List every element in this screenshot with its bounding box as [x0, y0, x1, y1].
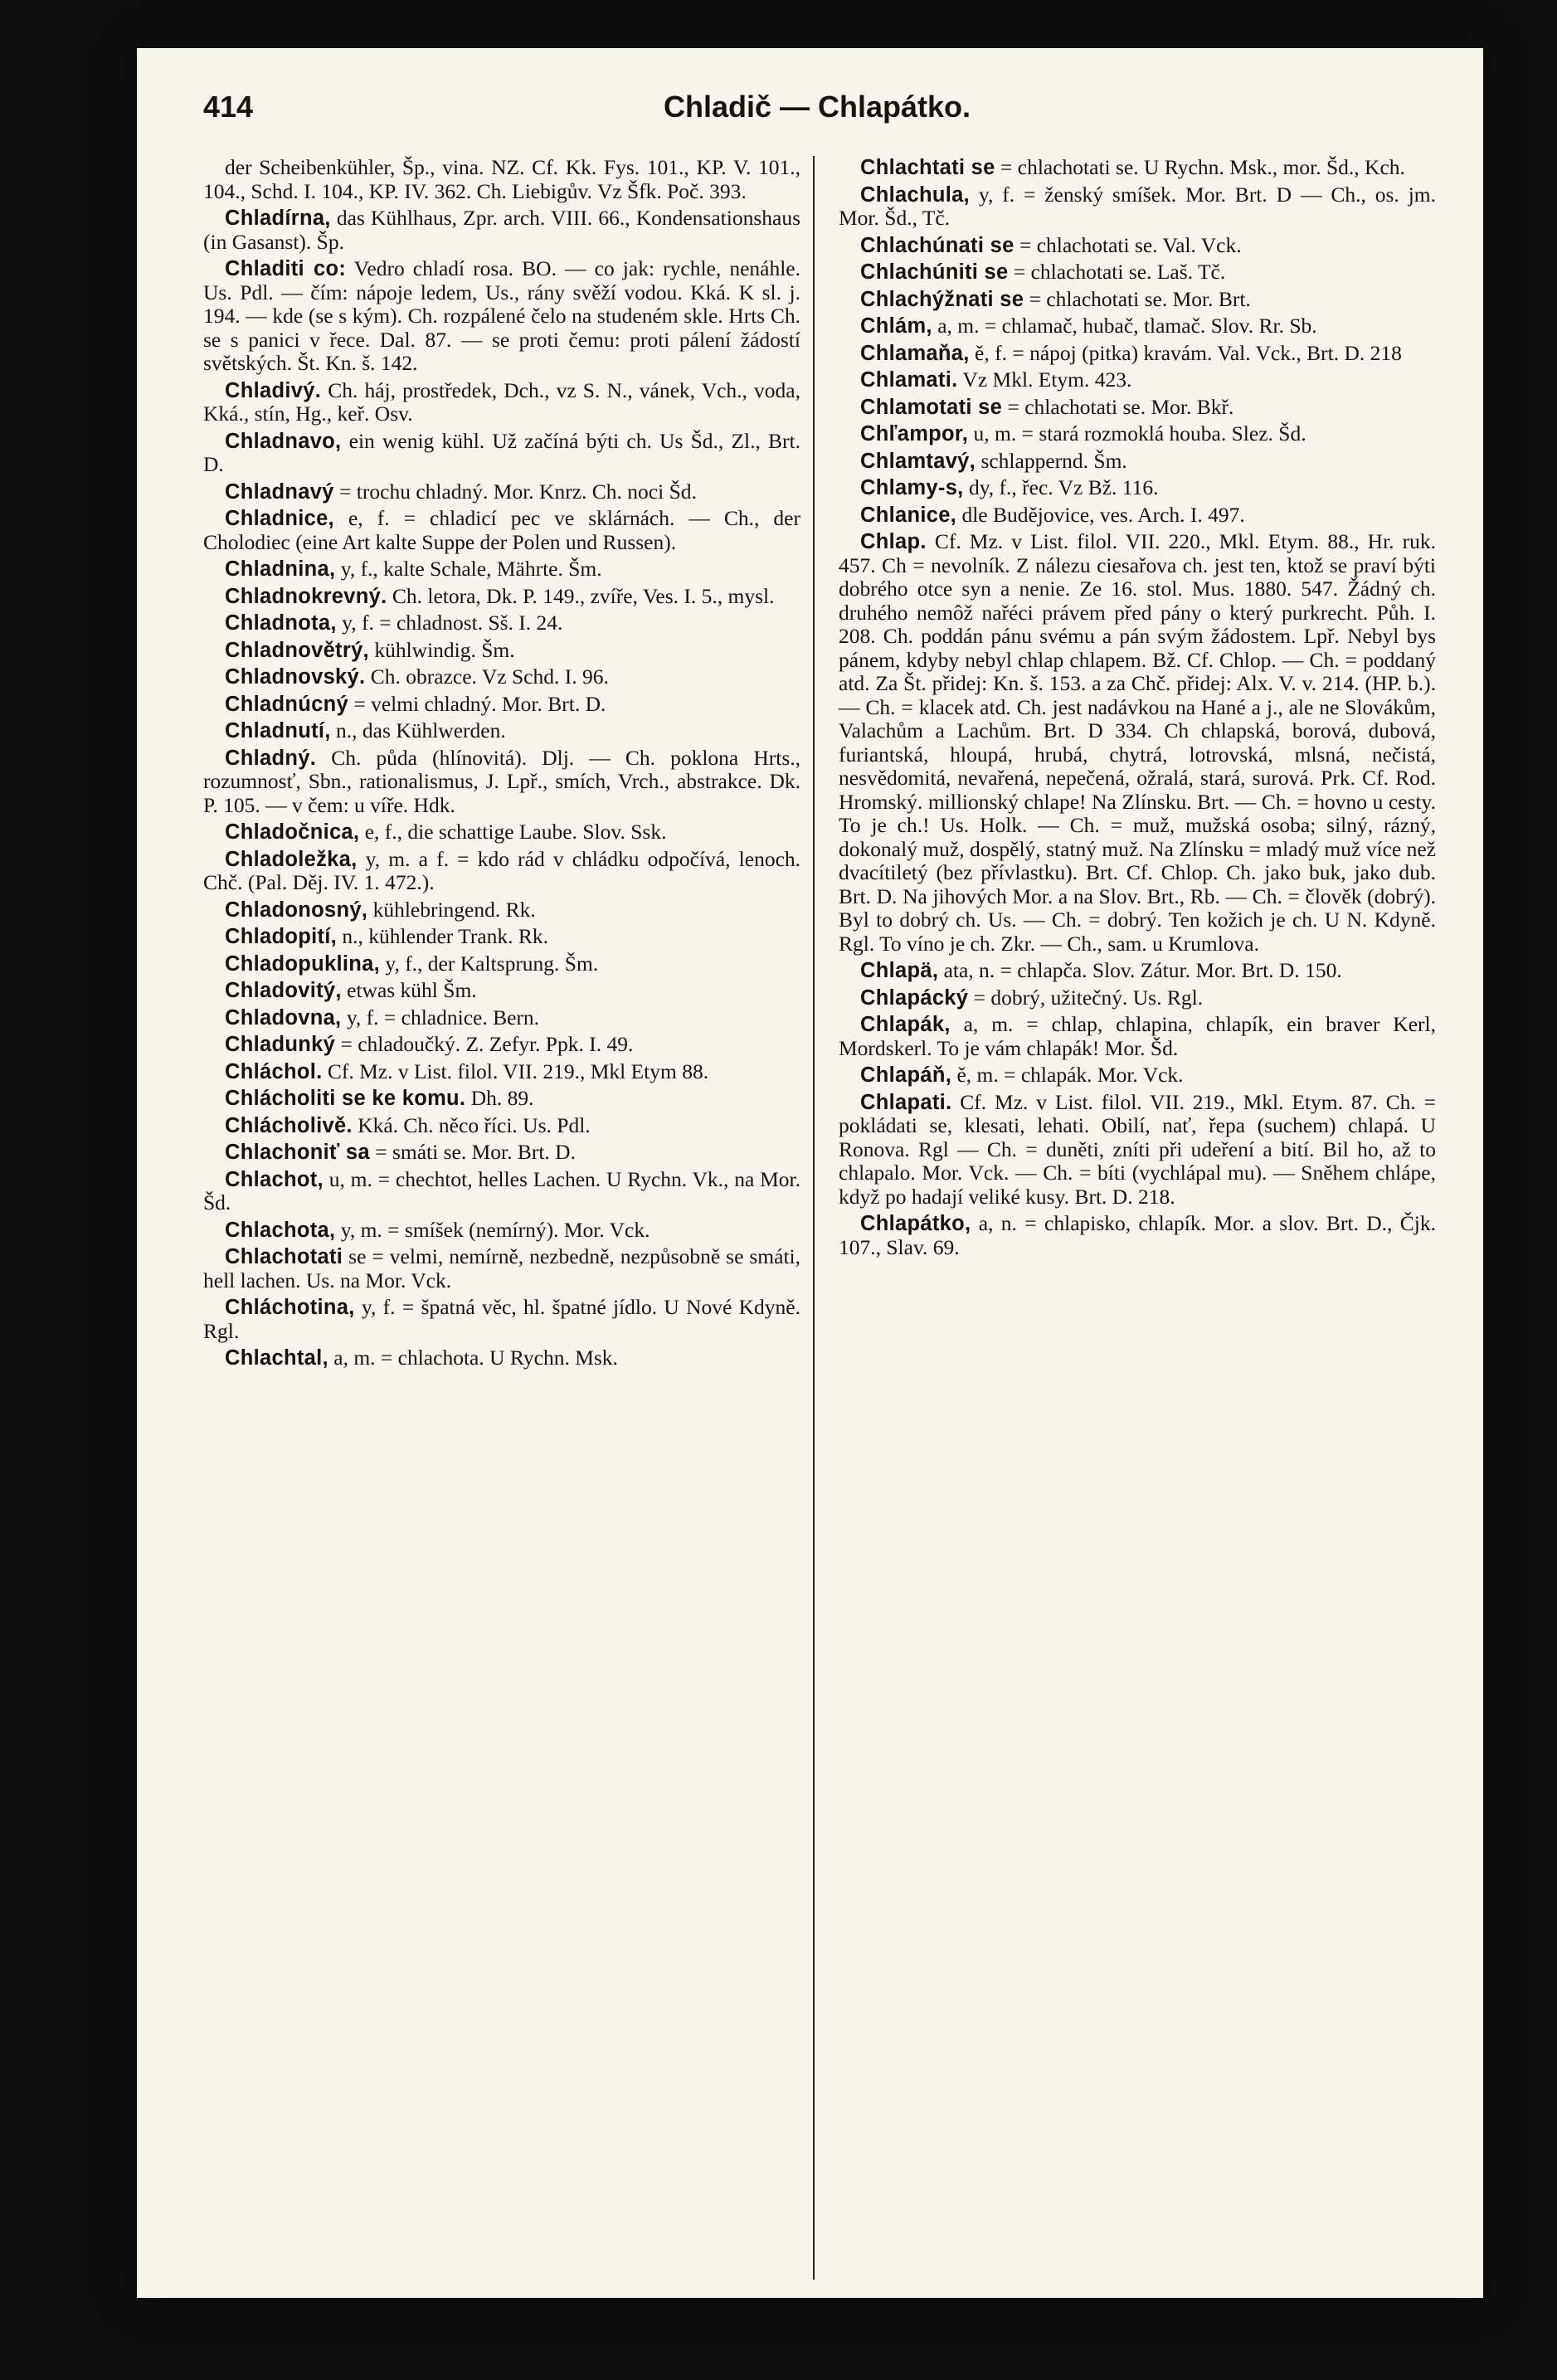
entry-text: a, m. = chlamač, hubač, tlamač. Slov. Rr. Sb. [937, 314, 1317, 338]
entry-headword: Chlachota, [225, 1218, 336, 1242]
entry-text: Cf. Mz. v List. filol. VII. 219., Mkl. Etym. 87. Ch. = pokládati se, klesati, lehati. Obilí, nať, řepa (suchem) chlapá. U Ronova. Rgl — Ch. = duněti, zníti při udeření a bití. Bil ho, až to chlapalo. Mor. Vck. — Ch. = bíti (vychlápal mu). — Sněhem chlápe, když po hadají veliké kusy. Brt. D. 218. [839, 1089, 1436, 1209]
dictionary-entry [203, 1168, 800, 1215]
left-column [203, 156, 800, 1374]
entry-headword: Chladnice, [225, 507, 334, 530]
dictionary-entry [839, 476, 1436, 500]
entry-text: = chladoučký. Z. Zefyr. Ppk. I. 49. [340, 1032, 634, 1056]
dictionary-entry [839, 396, 1436, 420]
entry-headword: Chladnúcný [225, 692, 348, 716]
entry-headword: Chlamotati se [860, 395, 1003, 419]
dictionary-entry [203, 1245, 800, 1292]
entry-text: Ch. háj, prostředek, Dch., vz S. N., vánek, Vch., voda, Kká., stín, Hg., keř. Osv. [203, 377, 800, 426]
entry-headword: Chlap. [860, 530, 927, 553]
entry-headword: Chladovitý, [225, 979, 342, 1002]
page-title: Chladič — Chlapátko. [663, 90, 971, 124]
entry-headword: Chlachúniti se [860, 260, 1009, 284]
entry-headword: Chľampor, [860, 422, 969, 445]
dictionary-entry [203, 557, 800, 582]
page-header [203, 90, 1431, 139]
dictionary-entry [203, 507, 800, 554]
entry-text: y, f. = ženský smíšek. Mor. Brt. D — Ch., os. jm. Mor. Šd., Tč. [839, 182, 1436, 230]
dictionary-entry [839, 156, 1436, 180]
dictionary-entry [203, 207, 800, 254]
entry-text: = trochu chladný. Mor. Knrz. Ch. noci Šd. [339, 479, 697, 504]
dictionary-entry [203, 665, 800, 689]
entry-text: dy, f., řec. Vz Bž. 116. [968, 475, 1159, 499]
entry-headword: Chlapáň, [860, 1063, 952, 1087]
entry-text: = chlachotati se. Laš. Tč. [1013, 260, 1226, 284]
dictionary-entry [839, 368, 1436, 392]
entry-text: das Kühlhaus, Zpr. arch. VIII. 66., Kondensationshaus (in Gasanst). Šp. [203, 206, 801, 254]
entry-text: = smáti se. Mor. Brt. D. [375, 1140, 576, 1164]
dictionary-entry [839, 504, 1436, 528]
dictionary-entry [203, 1033, 800, 1057]
entry-text: Kká. Ch. něco říci. Us. Pdl. [358, 1112, 591, 1137]
entry-text: a, m. = chlachota. U Rychn. Msk. [333, 1346, 618, 1370]
dictionary-entry [203, 719, 800, 743]
dictionary-entry [203, 379, 800, 426]
entry-headword: Chlachúnati se [860, 233, 1014, 257]
dictionary-entry [839, 530, 1436, 956]
dictionary-entry [203, 156, 800, 203]
dictionary-entry [839, 288, 1436, 312]
entry-headword: Chladonosný, [225, 898, 368, 922]
page-number: 414 [203, 90, 254, 124]
dictionary-entry [203, 1346, 800, 1370]
dictionary-entry [839, 314, 1436, 338]
dictionary-entry [839, 342, 1436, 366]
dictionary-entry [839, 959, 1436, 983]
entry-text: n., das Kühlwerden. [336, 718, 506, 742]
entry-text: e, f., die schattige Laube. Slov. Ssk. [364, 820, 667, 844]
entry-text: ě, m. = chlapák. Mor. Vck. [956, 1063, 1184, 1087]
dictionary-entry [203, 979, 800, 1003]
entry-headword: Chladiti co: [225, 257, 347, 280]
entry-headword: Chlám, [860, 314, 932, 338]
entry-headword: Chlachot, [225, 1167, 324, 1191]
dictionary-entry [203, 639, 800, 663]
entry-headword: Chlapátko, [860, 1212, 971, 1235]
dictionary-entry [839, 1091, 1436, 1209]
entry-text: etwas kühl Šm. [347, 978, 477, 1002]
entry-text: n., kühlender Trank. Rk. [342, 924, 549, 948]
entry-text: Ch. letora, Dk. P. 149., zvíře, Ves. I. 5., mysl. [392, 583, 775, 608]
dictionary-entry [203, 820, 800, 844]
entry-text: a, n. = chlapisko, chlapík. Mor. a slov. Brt. D., Čjk. 107., Slav. 69. [839, 1211, 1436, 1259]
dictionary-entry [203, 480, 800, 504]
dictionary-entry [839, 986, 1436, 1010]
dictionary-entry [839, 422, 1436, 446]
entry-text: y, m. a f. = kdo rád v chládku odpočívá, lenoch. Chč. (Pal. Děj. IV. 1. 472.). [203, 846, 801, 894]
entry-text: y, m. = smíšek (nemírný). Mor. Vck. [340, 1217, 650, 1242]
entry-text: y, f. = chladnost. Sš. I. 24. [342, 611, 563, 635]
dictionary-entry [203, 1006, 800, 1030]
entry-text: a, m. = chlap, chlapina, chlapík, ein braver Kerl, Mordskerl. To je vám chlapák! Mor. Šd. [839, 1012, 1436, 1060]
entry-headword: Chladnina, [225, 557, 336, 581]
dictionary-entry [203, 430, 800, 477]
entry-text: y, f. = špatná věc, hl. špatné jídlo. U Nové Kdyně. Rgl. [203, 1295, 800, 1343]
dictionary-entry [839, 260, 1436, 285]
entry-headword: Chladírna, [225, 207, 331, 230]
dictionary-entry [203, 1219, 800, 1243]
entry-headword: Chladoležka, [225, 847, 358, 871]
entry-headword: Chladopuklina, [225, 952, 380, 976]
dictionary-entry [203, 952, 800, 976]
entry-text: y, f., der Kaltsprung. Šm. [385, 951, 599, 976]
entry-text: y, f., kalte Schale, Mährte. Šm. [340, 557, 602, 581]
entry-text: Vz Mkl. Etym. 423. [962, 367, 1132, 392]
dictionary-entry [203, 1141, 800, 1165]
entry-text: u, m. = stará rozmoklá houba. Slez. Šd. [973, 421, 1306, 445]
dictionary-entry [203, 747, 800, 818]
entry-text: schlappernd. Šm. [980, 448, 1127, 473]
dictionary-entry [203, 1114, 800, 1138]
entry-headword: Chlamy-s, [860, 476, 964, 499]
entry-headword: Chlamtavý, [860, 449, 976, 473]
entry-text: Ch. obrazce. Vz Schd. I. 96. [370, 664, 609, 689]
dictionary-entry [203, 925, 800, 949]
entry-text: e, f. = chladicí pec ve sklárnách. — Ch., der Cholodiec (eine Art kalte Suppe der Polen und Russen). [203, 506, 800, 554]
entry-text: ein wenig kühl. Už začíná býti ch. Us Šd., Zl., Brt. D. [203, 428, 800, 476]
entry-headword: Chladnutí, [225, 719, 331, 742]
entry-headword: Chladočnica, [225, 820, 360, 844]
entry-text: dle Budějovice, ves. Arch. I. 497. [961, 502, 1245, 527]
entry-headword: Chladnota, [225, 611, 337, 635]
entry-text: Cf. Mz. v List. filol. VII. 220., Mkl. Etym. 88., Hr. ruk. 457. Ch = nevolník. Z nálezu ciesařova ch. jest ten, ktož se praví býti dobrého otce syn a nenie. Ze 16. stol. Mus. 1880. 547. Žádný ch. druhého nemôž nařéci právem před pány o který purkrecht. Půh. I. 208. Ch. poddán pánu svému a pán svým žádostem. Lpř. Nebyl bys pánem, kdyby nebyl chlap chlapem. Bž. Cf. Chlop. — Ch. = poddaný atd. Za Št. přidej: Kn. š. 153. a za Chč. přidej: Alx. V. v. 214. (HP. b.). — Ch. = klacek atd. Ch. jest nadávkou na Hané a j., ale ne Slovákům, Valachům a Lachům. Brt. D 334. Ch chlapská, borová, dubová, furiantská, hloupá, hrubá, chytrá, lotrovská, mlsná, nečistá, nesvědomitá, nevařená, nepečená, ožralá, stará, surová. Prk. Cf. Rod. Hromský. millionský chlape! Na Zlínsku. Brt. — Ch. = hovno u cesty. To je ch.! Us. Holk. — Ch. = muž, mužská osoba; silný, rázný, dokonalý muž, dospělý, statný muž. Na Zlínsku = mladý muž více než dvacítiletý (bez přívlastku). Brt. Cf. Chlop. Ch. jako buk, jako dub. Brt. D. Na jihových Mor. a na Slov. Brt., Rb. — Ch. = člověk (dobrý). Byl to dobrý ch. Us. — Ch. = dobrý. Ten kožich je ch. U N. Kdyně. Rgl. To víno je ch. Zkr. — Ch., sam. u Krumlova. [839, 529, 1437, 956]
entry-text: der Scheibenkühler, Šp., vina. NZ. Cf. Kk. Fys. 101., KP. V. 101., 104., Schd. I. 104., KP. IV. 362. Ch. Liebigův. Vz Šfk. Poč. 393. [203, 155, 800, 203]
entry-headword: Chladnavo, [225, 429, 342, 453]
entry-headword: Chlapä, [860, 959, 939, 982]
right-column [839, 156, 1436, 1263]
dictionary-entry [203, 257, 800, 376]
entry-headword: Chladnavý [225, 479, 334, 504]
entry-headword: Chlachtati se [860, 156, 995, 179]
column-divider [813, 156, 815, 2280]
dictionary-entry [203, 1296, 800, 1343]
dictionary-entry [839, 1013, 1436, 1060]
entry-headword: Chladivý. [225, 378, 322, 402]
entry-headword: Chlapati. [860, 1090, 952, 1114]
entry-headword: Chlachotati [225, 1245, 343, 1268]
dictionary-entry [839, 183, 1436, 231]
entry-headword: Chlachoniť sa [225, 1141, 370, 1164]
entry-headword: Chlachýžnati se [860, 287, 1024, 311]
dictionary-entry [203, 693, 800, 717]
entry-text: Vedro chladí rosa. BO. — co jak: rychle, nenáhle. Us. Pdl. — čím: nápoje ledem, Us., rány svěží vodou. Kká. K sl. j. 194. — kde (se s kým). Ch. rozpálené čelo na studeném skle. Hrts Ch. se s panici v řece. Dal. 87. — se proti čemu: proti pálení žádostí světských. Št. Kn. š. 142. [203, 256, 800, 375]
entry-headword: Chlamaňa, [860, 341, 970, 365]
dictionary-entry [203, 1060, 800, 1084]
entry-headword: Chladnovětrý, [225, 638, 369, 662]
dictionary-entry [203, 1087, 800, 1111]
entry-text: = chlachotati se. U Rychn. Msk., mor. Šd., Kch. [1000, 155, 1405, 179]
entry-headword: Chláchotina, [225, 1296, 355, 1319]
entry-headword: Chlamati. [860, 368, 958, 392]
entry-headword: Chlácholivě. [225, 1113, 353, 1137]
entry-text: Dh. 89. [470, 1086, 534, 1110]
entry-headword: Chladnokrevný. [225, 584, 387, 608]
entry-text: Cf. Mz. v List. filol. VII. 219., Mkl Etym 88. [327, 1059, 709, 1083]
dictionary-entry [839, 1212, 1436, 1259]
entry-text: = dobrý, užitečný. Us. Rgl. [973, 985, 1204, 1010]
entry-text: u, m. = chechtot, helles Lachen. U Rychn. Vk., na Mor. Šd. [203, 1166, 801, 1214]
entry-text: = chlachotati se. Mor. Bkř. [1007, 394, 1234, 419]
entry-headword: Chladunký [225, 1033, 336, 1056]
entry-text: kühlwindig. Šm. [374, 637, 515, 662]
entry-headword: Chlapácký [860, 986, 969, 1010]
entry-text: se = velmi, nemírně, nezbedně, nezpůsobně se smáti, hell lachen. Us. na Mor. Vck. [203, 1244, 800, 1292]
entry-headword: Chláchol. [225, 1059, 323, 1083]
entry-text: = velmi chladný. Mor. Brt. D. [353, 691, 606, 716]
entry-headword: Chlachtal, [225, 1346, 328, 1370]
entry-text: = chlachotati se. Mor. Brt. [1029, 286, 1251, 311]
dictionary-entry [203, 611, 800, 635]
dictionary-entry [839, 450, 1436, 474]
dictionary-entry [203, 898, 800, 922]
entry-text: y, f. = chladnice. Bern. [346, 1005, 540, 1029]
dictionary-page [137, 48, 1483, 2298]
entry-headword: Chladovna, [225, 1005, 342, 1029]
entry-headword: Chlachula, [860, 183, 970, 207]
entry-headword: Chladnovský. [225, 665, 366, 689]
entry-text: Ch. půda (hlínovitá). Dlj. — Ch. poklona Hrts., rozumnosť, Sbn., rationalismus, J. Lpř., smích, Vrch., abstrakce. Dk. P. 105. — v čem: u víře. Hdk. [203, 745, 800, 817]
dictionary-entry [203, 848, 800, 895]
entry-text: kühlebringend. Rk. [372, 897, 536, 922]
entry-headword: Chlanice, [860, 503, 957, 527]
entry-text: = chlachotati se. Val. Vck. [1019, 232, 1242, 257]
entry-headword: Chladopití, [225, 925, 338, 948]
dictionary-entry [839, 1063, 1436, 1088]
entry-headword: Chladný. [225, 746, 317, 770]
dictionary-entry [839, 234, 1436, 258]
entry-text: ata, n. = chlapča. Slov. Zátur. Mor. Brt. D. 150. [943, 958, 1342, 982]
dictionary-entry [203, 585, 800, 609]
entry-headword: Chlapák, [860, 1013, 951, 1036]
entry-text: ě, f. = nápoj (pitka) kravám. Val. Vck., Brt. D. 218 [975, 340, 1402, 365]
entry-headword: Chlácholiti se ke komu. [225, 1087, 466, 1110]
